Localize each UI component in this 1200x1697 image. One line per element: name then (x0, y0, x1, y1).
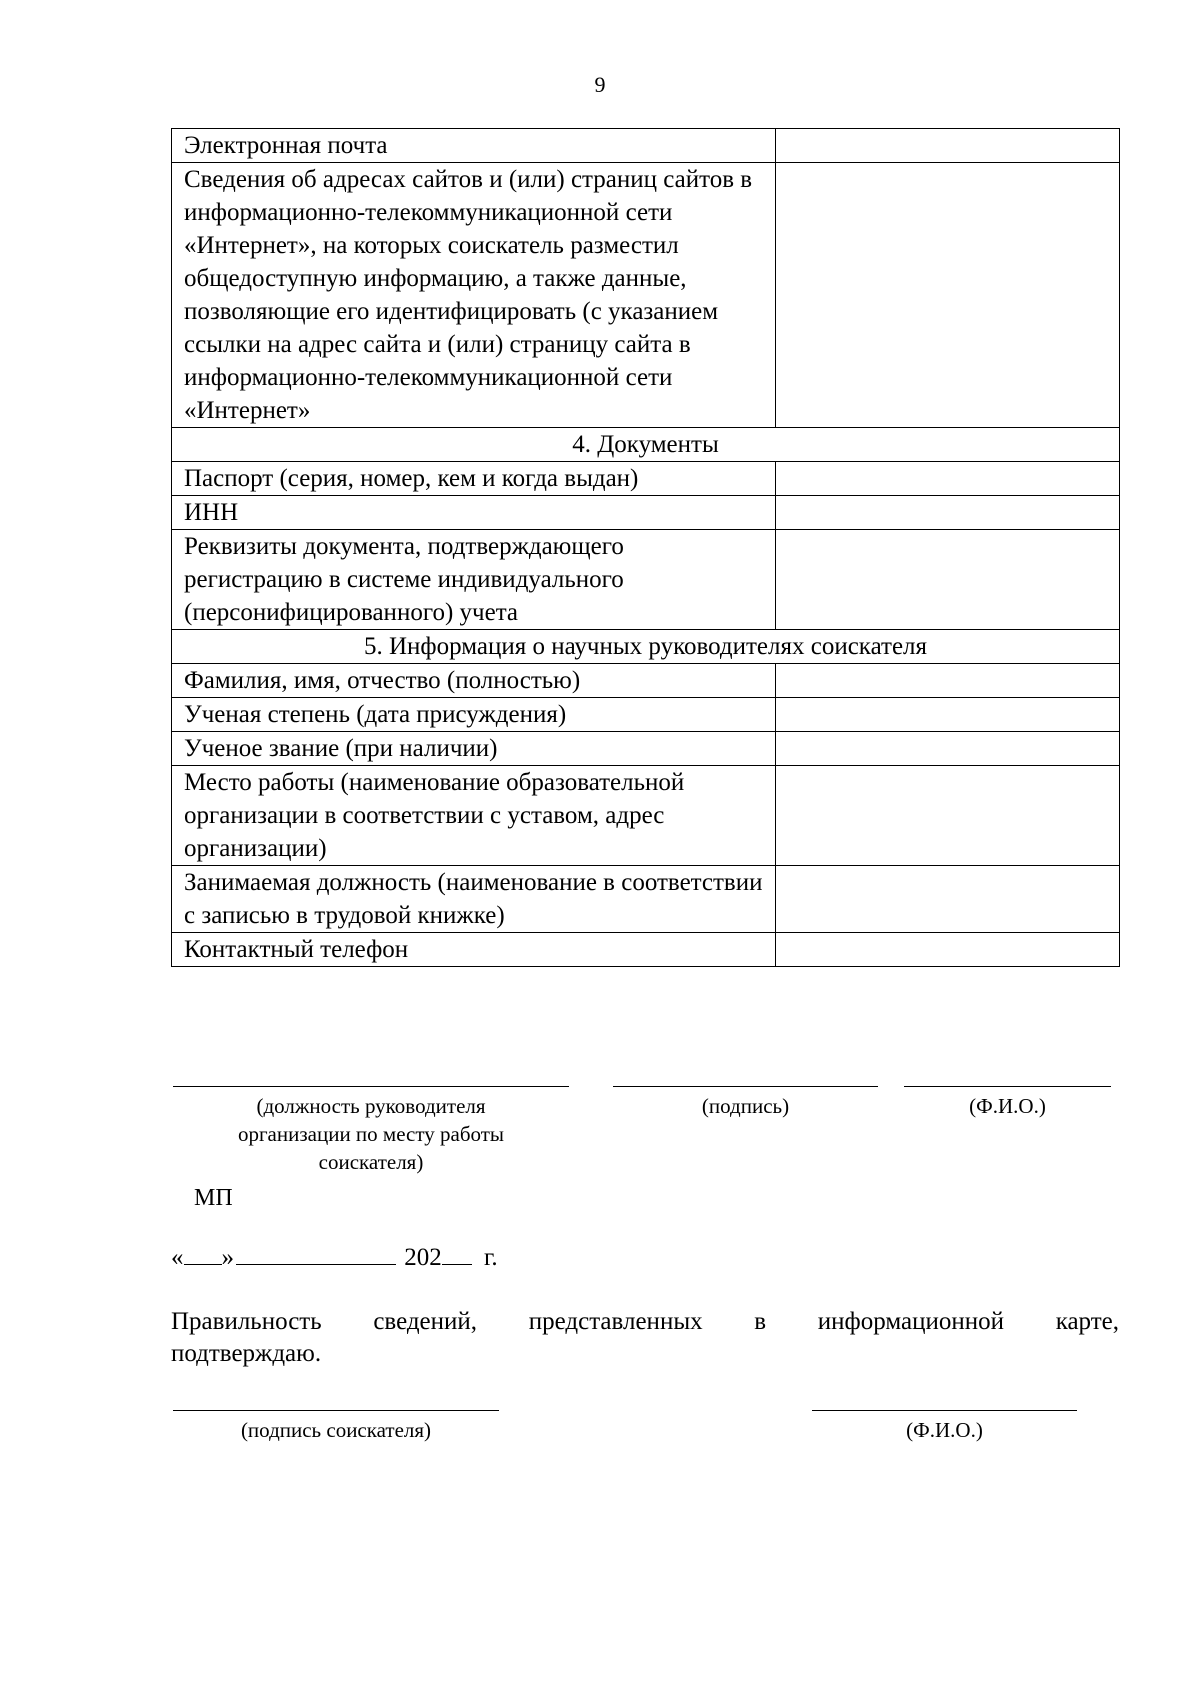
date-month-field[interactable] (236, 1242, 396, 1265)
field-value-cell[interactable] (776, 664, 1120, 698)
field-value-cell[interactable] (776, 129, 1120, 163)
field-label: Занимаемая должность (наименование в соответствии с записью в трудовой книжке) (172, 866, 776, 933)
section-row (172, 428, 1120, 462)
field-label: ИНН (172, 496, 776, 530)
table-row (172, 530, 1120, 630)
table-row (172, 933, 1120, 967)
field-label: Реквизиты документа, подтверждающего регистрацию в системе индивидуального (персонифицированного) учета (172, 530, 776, 630)
section-row (172, 630, 1120, 664)
table-row (172, 766, 1120, 866)
head-fio-line[interactable] (904, 1086, 1111, 1087)
section-heading: 5. Информация о научных руководителях соискателя (172, 630, 1120, 664)
date-year: 202 (404, 1244, 442, 1271)
date-year-field[interactable] (442, 1242, 472, 1265)
table-row (172, 664, 1120, 698)
field-label: Фамилия, имя, отчество (полностью) (172, 664, 776, 698)
table-body (172, 129, 1120, 967)
date-open-quote: « (171, 1244, 184, 1271)
date-line (171, 1242, 498, 1274)
field-value-cell[interactable] (776, 163, 1120, 428)
table-row (172, 866, 1120, 933)
table-row (172, 163, 1120, 428)
date-day-field[interactable] (184, 1242, 222, 1265)
field-label: Контактный телефон (172, 933, 776, 967)
field-label: Место работы (наименование образовательной организации в соответствии с уставом, адрес организации) (172, 766, 776, 866)
stamp-placeholder: МП (194, 1185, 233, 1211)
field-label: Сведения об адресах сайтов и (или) страниц сайтов в информационно-телекоммуникационной сети «Интернет», на которых соискатель разместил общедоступную информацию, а также данные, позволяющие его идентифицировать (с указанием ссылки на адрес сайта и (или) страницу сайта в информационно-телекоммуникационной сети «Интернет» (172, 163, 776, 428)
page-number: 9 (594, 72, 606, 97)
head-position-line[interactable] (173, 1086, 569, 1087)
field-value-cell[interactable] (776, 933, 1120, 967)
section-heading: 4. Документы (172, 428, 1120, 462)
information-card-table (171, 128, 1120, 967)
field-value-cell[interactable] (776, 496, 1120, 530)
table-row (172, 496, 1120, 530)
head-signature-line[interactable] (613, 1086, 878, 1087)
field-value-cell[interactable] (776, 766, 1120, 866)
field-label: Ученая степень (дата присуждения) (172, 698, 776, 732)
head-fio-caption: (Ф.И.О.) (969, 1094, 1046, 1118)
applicant-fio-caption: (Ф.И.О.) (906, 1418, 983, 1442)
head-position-caption: (должность руководителя организации по месту работы соискателя) (237, 1094, 505, 1174)
confirmation-line2: подтверждаю. (171, 1340, 322, 1367)
field-value-cell[interactable] (776, 866, 1120, 933)
field-value-cell[interactable] (776, 732, 1120, 766)
head-signature-caption: (подпись) (701, 1094, 790, 1118)
applicant-signature-line[interactable] (173, 1410, 499, 1411)
table-row (172, 698, 1120, 732)
field-label: Ученое звание (при наличии) (172, 732, 776, 766)
table-row (172, 129, 1120, 163)
applicant-signature-caption: (подпись соискателя) (240, 1418, 432, 1442)
field-label: Электронная почта (172, 129, 776, 163)
date-close-quote: » (221, 1244, 234, 1271)
field-value-cell[interactable] (776, 462, 1120, 496)
field-value-cell[interactable] (776, 698, 1120, 732)
table-row (172, 462, 1120, 496)
confirmation-line1: Правильность сведений, представленных в информационной карте, (171, 1308, 1119, 1335)
field-value-cell[interactable] (776, 530, 1120, 630)
table-row (172, 732, 1120, 766)
applicant-fio-line[interactable] (812, 1410, 1077, 1411)
date-suffix: г. (484, 1244, 498, 1271)
field-label: Паспорт (серия, номер, кем и когда выдан) (172, 462, 776, 496)
